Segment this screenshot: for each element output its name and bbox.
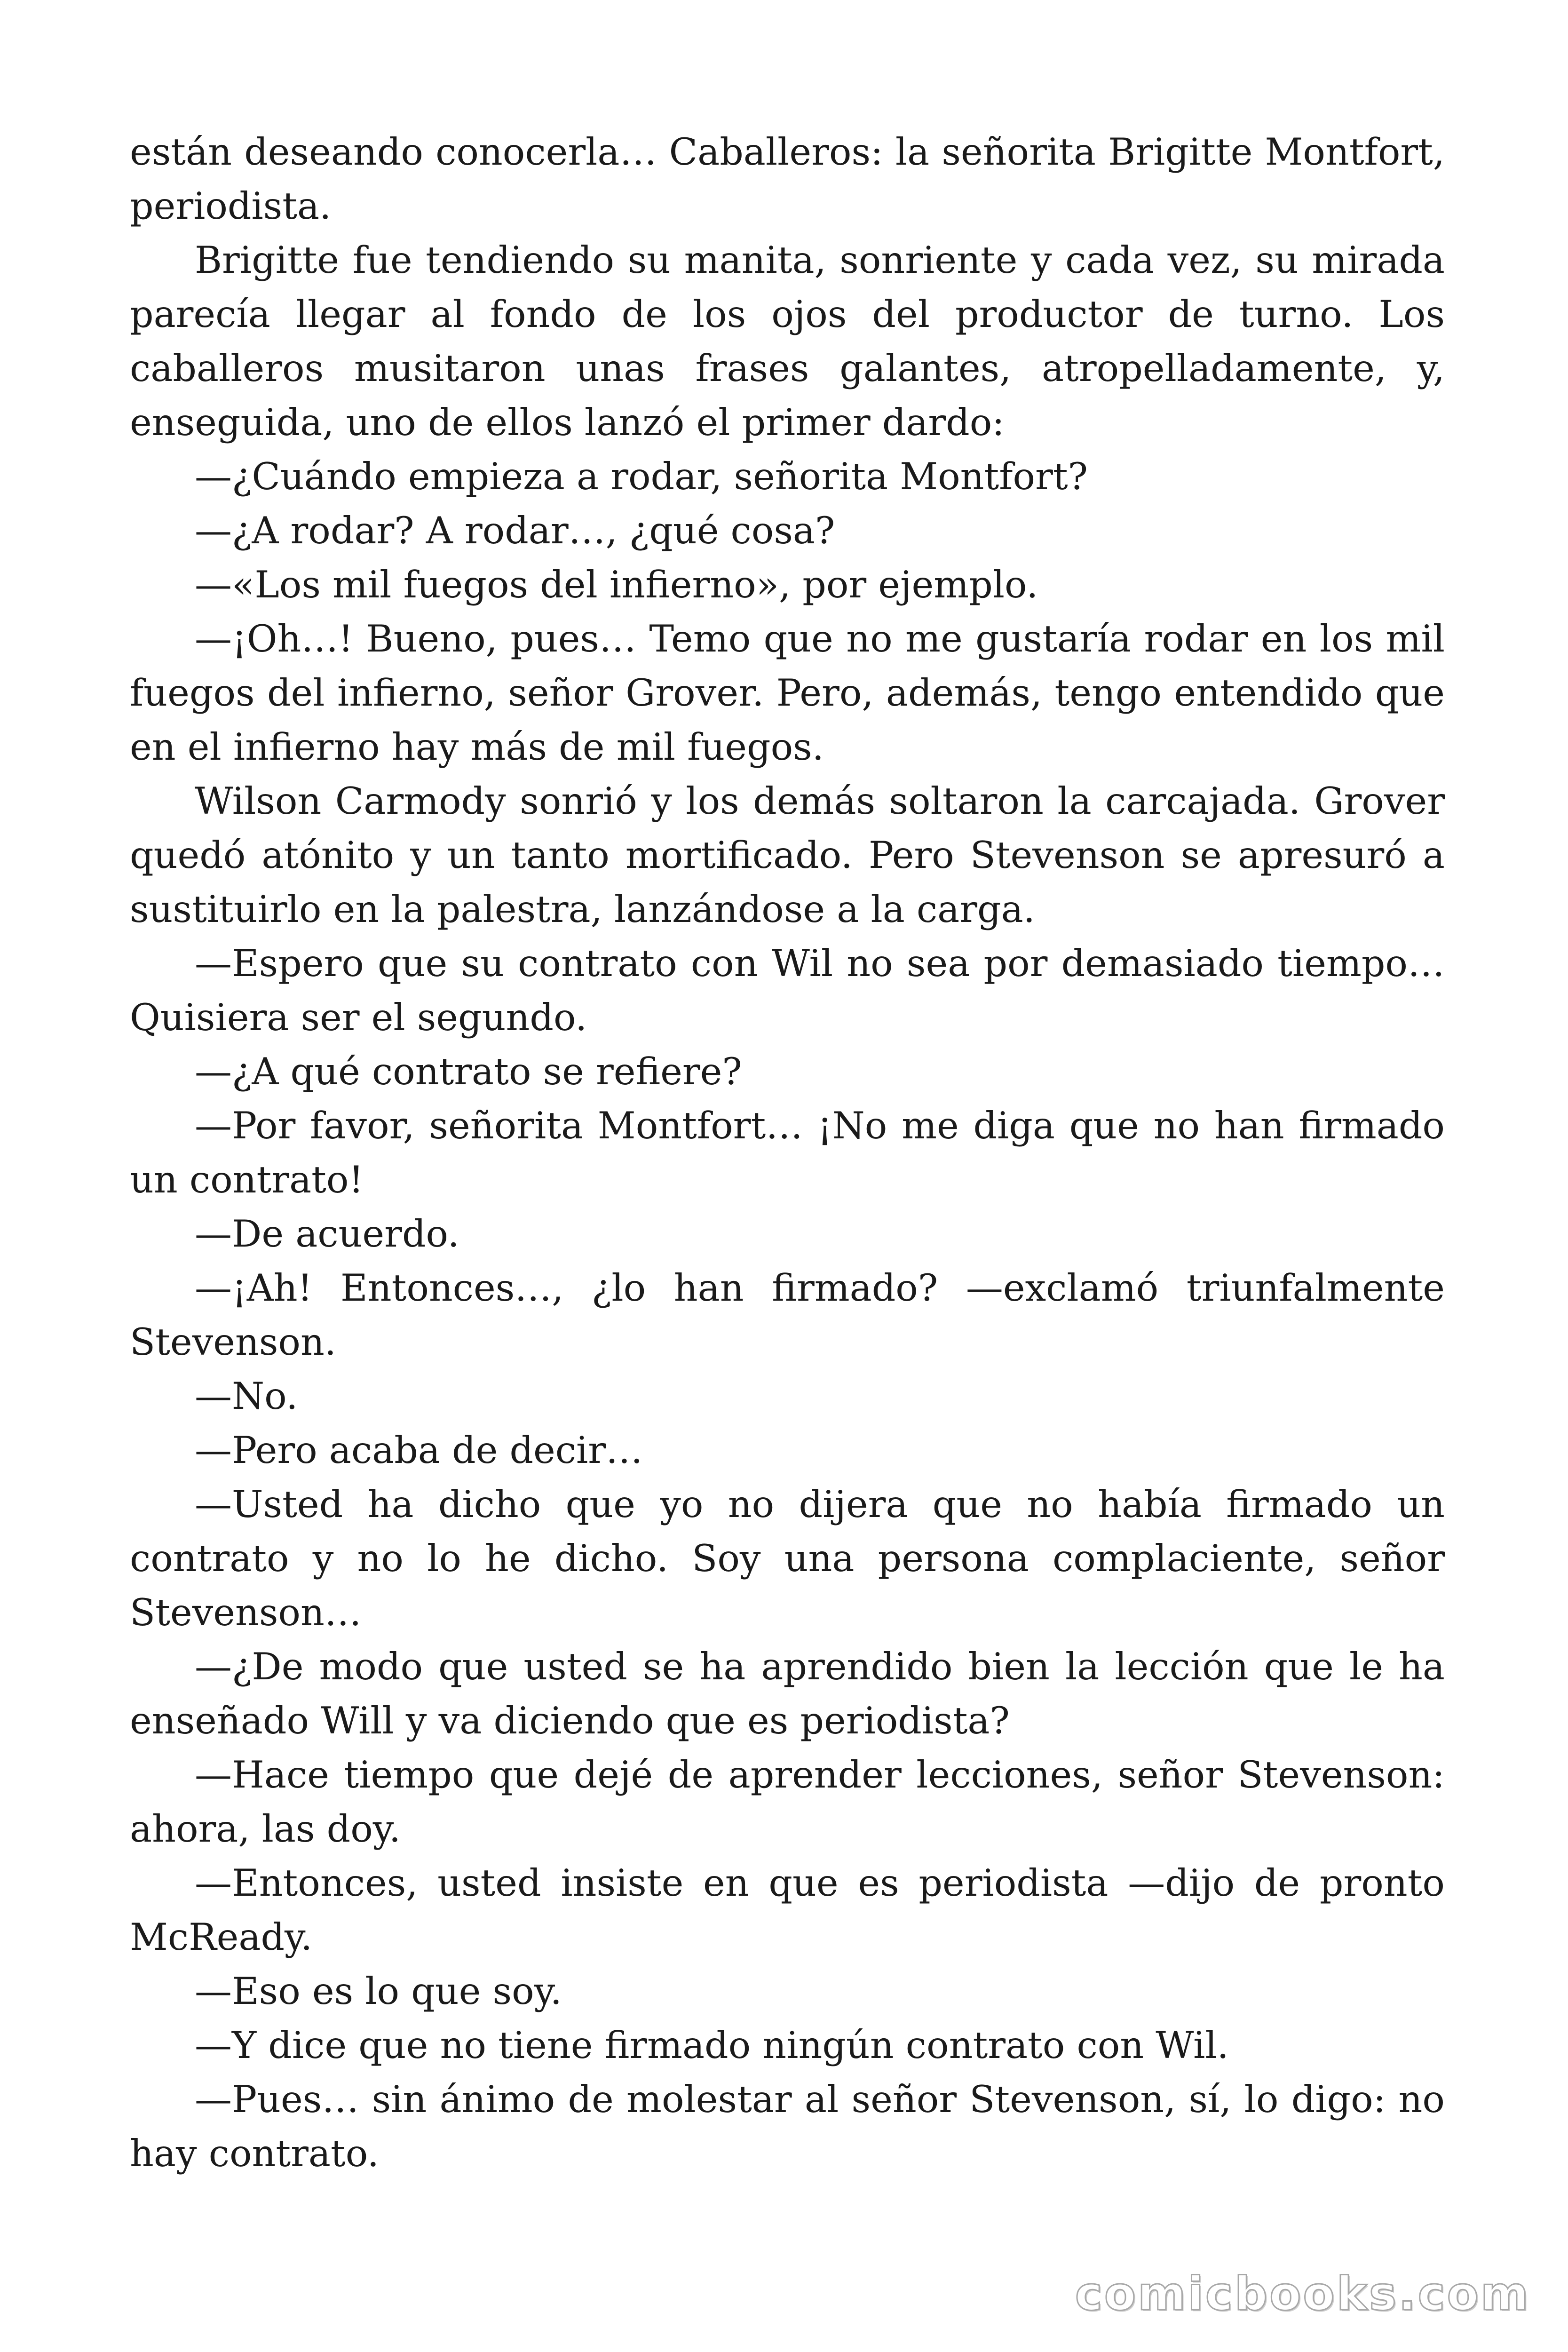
dialogue-line: —Pero acaba de decir… bbox=[195, 1429, 643, 1472]
dialogue-line: —Por favor, señorita Montfort… ¡No me diga que no han firmado un contrato! bbox=[130, 1104, 1445, 1201]
paragraph: Brigitte fue tendiendo su manita, sonriente y cada vez, su mirada parecía llegar al fondo de los ojos del productor de turno. Los caballeros musitaron unas frases galantes, atropelladamente, y, enseguida, uno de ellos lanzó el primer dardo: bbox=[130, 238, 1445, 444]
dialogue-line: —«Los mil fuegos del infierno», por ejemplo. bbox=[195, 563, 1038, 606]
dialogue-line: —¿A rodar? A rodar…, ¿qué cosa? bbox=[195, 509, 835, 552]
paragraph-continuation: están deseando conocerla… Caballeros: la señorita Brigitte Montfort, periodista. bbox=[130, 130, 1445, 228]
dialogue-line: —¿Cuándo empieza a rodar, señorita Montfort? bbox=[195, 455, 1088, 498]
dialogue-line: —Espero que su contrato con Wil no sea por demasiado tiempo… Quisiera ser el segundo. bbox=[130, 942, 1445, 1039]
paragraph: Wilson Carmody sonrió y los demás soltaron la carcajada. Grover quedó atónito y un tanto mortificado. Pero Stevenson se apresuró a sustituirlo en la palestra, lanzándose a la carga. bbox=[130, 779, 1445, 931]
dialogue-line: —De acuerdo. bbox=[195, 1212, 459, 1255]
watermark: comicbooks.com bbox=[1075, 2267, 1530, 2321]
dialogue-line: —No. bbox=[195, 1375, 298, 1418]
dialogue-line: —Usted ha dicho que yo no dijera que no había firmado un contrato y no lo he dicho. Soy una persona complaciente, señor Stevenson… bbox=[130, 1483, 1445, 1634]
dialogue-line: —¡Oh…! Bueno, pues… Temo que no me gustaría rodar en los mil fuegos del infierno, señor Grover. Pero, además, tengo entendido que en el infierno hay más de mil fuegos. bbox=[130, 617, 1445, 769]
dialogue-line: —Y dice que no tiene firmado ningún contrato con Wil. bbox=[195, 2024, 1229, 2067]
dialogue-line: —¿De modo que usted se ha aprendido bien la lección que le ha enseñado Will y va diciendo que es periodista? bbox=[130, 1645, 1445, 1742]
dialogue-line: —Entonces, usted insiste en que es periodista —dijo de pronto McReady. bbox=[130, 1861, 1445, 1959]
dialogue-line: —Eso es lo que soy. bbox=[195, 1970, 562, 2013]
dialogue-line: —¡Ah! Entonces…, ¿lo han firmado? —exclamó triunfalmente Stevenson. bbox=[130, 1266, 1445, 1364]
dialogue-line: —¿A qué contrato se refiere? bbox=[195, 1050, 742, 1093]
dialogue-line: —Hace tiempo que dejé de aprender lecciones, señor Stevenson: ahora, las doy. bbox=[130, 1753, 1445, 1851]
dialogue-line: —Pues… sin ánimo de molestar al señor Stevenson, sí, lo digo: no hay contrato. bbox=[130, 2078, 1445, 2175]
page-text bbox=[130, 125, 1445, 2181]
